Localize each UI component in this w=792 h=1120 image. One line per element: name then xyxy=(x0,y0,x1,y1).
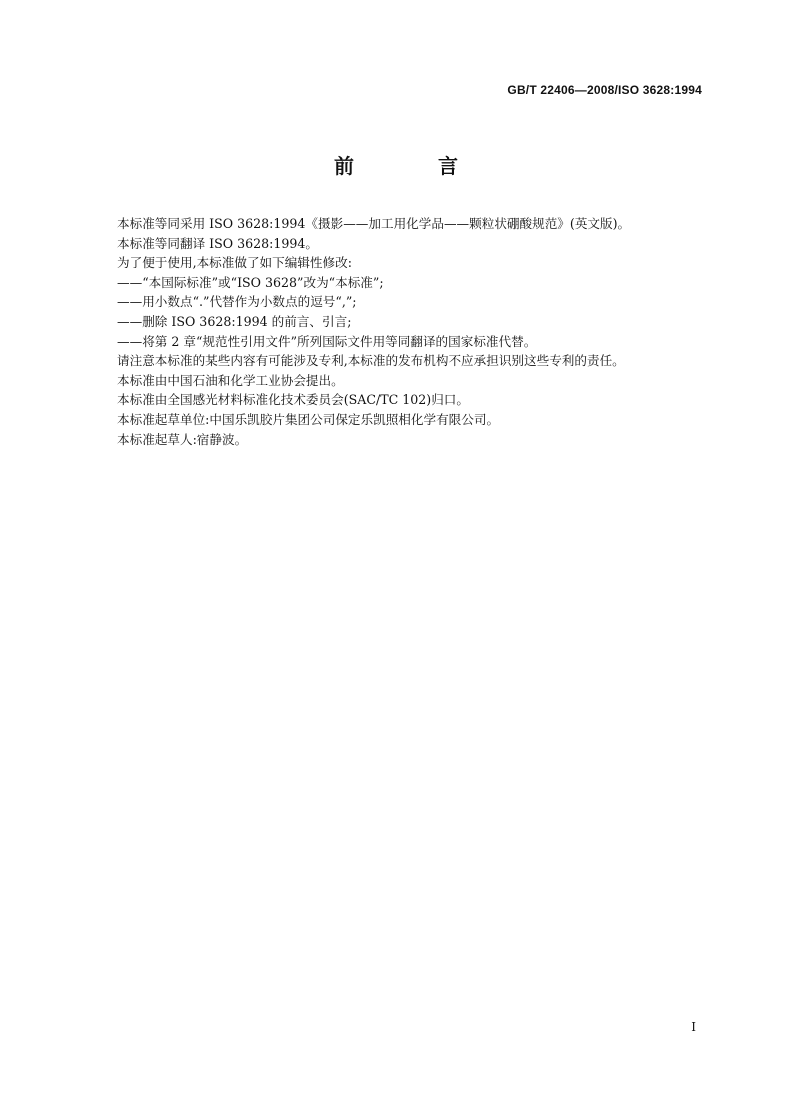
body-line: 本标准起草单位:中国乐凯胶片集团公司保定乐凯照相化学有限公司。 xyxy=(117,411,500,427)
page-title: 前 言 xyxy=(334,154,490,178)
foreword-body xyxy=(117,214,717,449)
body-line: ——用小数点“.”代替作为小数点的逗号“,”; xyxy=(117,294,357,310)
body-line: 本标准等同翻译 ISO 3628:1994。 xyxy=(117,235,319,251)
page-number: I xyxy=(691,1020,696,1034)
body-line: ——删除 ISO 3628:1994 的前言、引言; xyxy=(117,313,352,329)
body-line: 请注意本标准的某些内容有可能涉及专利,本标准的发布机构不应承担识别这些专利的责任。 xyxy=(117,353,625,369)
standard-code: GB/T 22406—2008/ISO 3628:1994 xyxy=(507,83,702,97)
body-line: 本标准由全国感光材料标准化技术委员会(SAC/TC 102)归口。 xyxy=(117,392,469,408)
body-line: ——将第 2 章“规范性引用文件”所列国际文件用等同翻译的国家标准代替。 xyxy=(117,333,537,349)
body-line: 为了便于使用,本标准做了如下编辑性修改: xyxy=(117,255,352,271)
body-line: 本标准起草人:宿静波。 xyxy=(117,431,248,447)
body-line: ——“本国际标准”或“ISO 3628”改为“本标准”; xyxy=(117,274,384,290)
body-line: 本标准等同采用 ISO 3628:1994《摄影——加工用化学品——颗粒状硼酸规范》(英文版)。 xyxy=(117,216,631,231)
body-line: 本标准由中国石油和化学工业协会提出。 xyxy=(117,372,344,388)
